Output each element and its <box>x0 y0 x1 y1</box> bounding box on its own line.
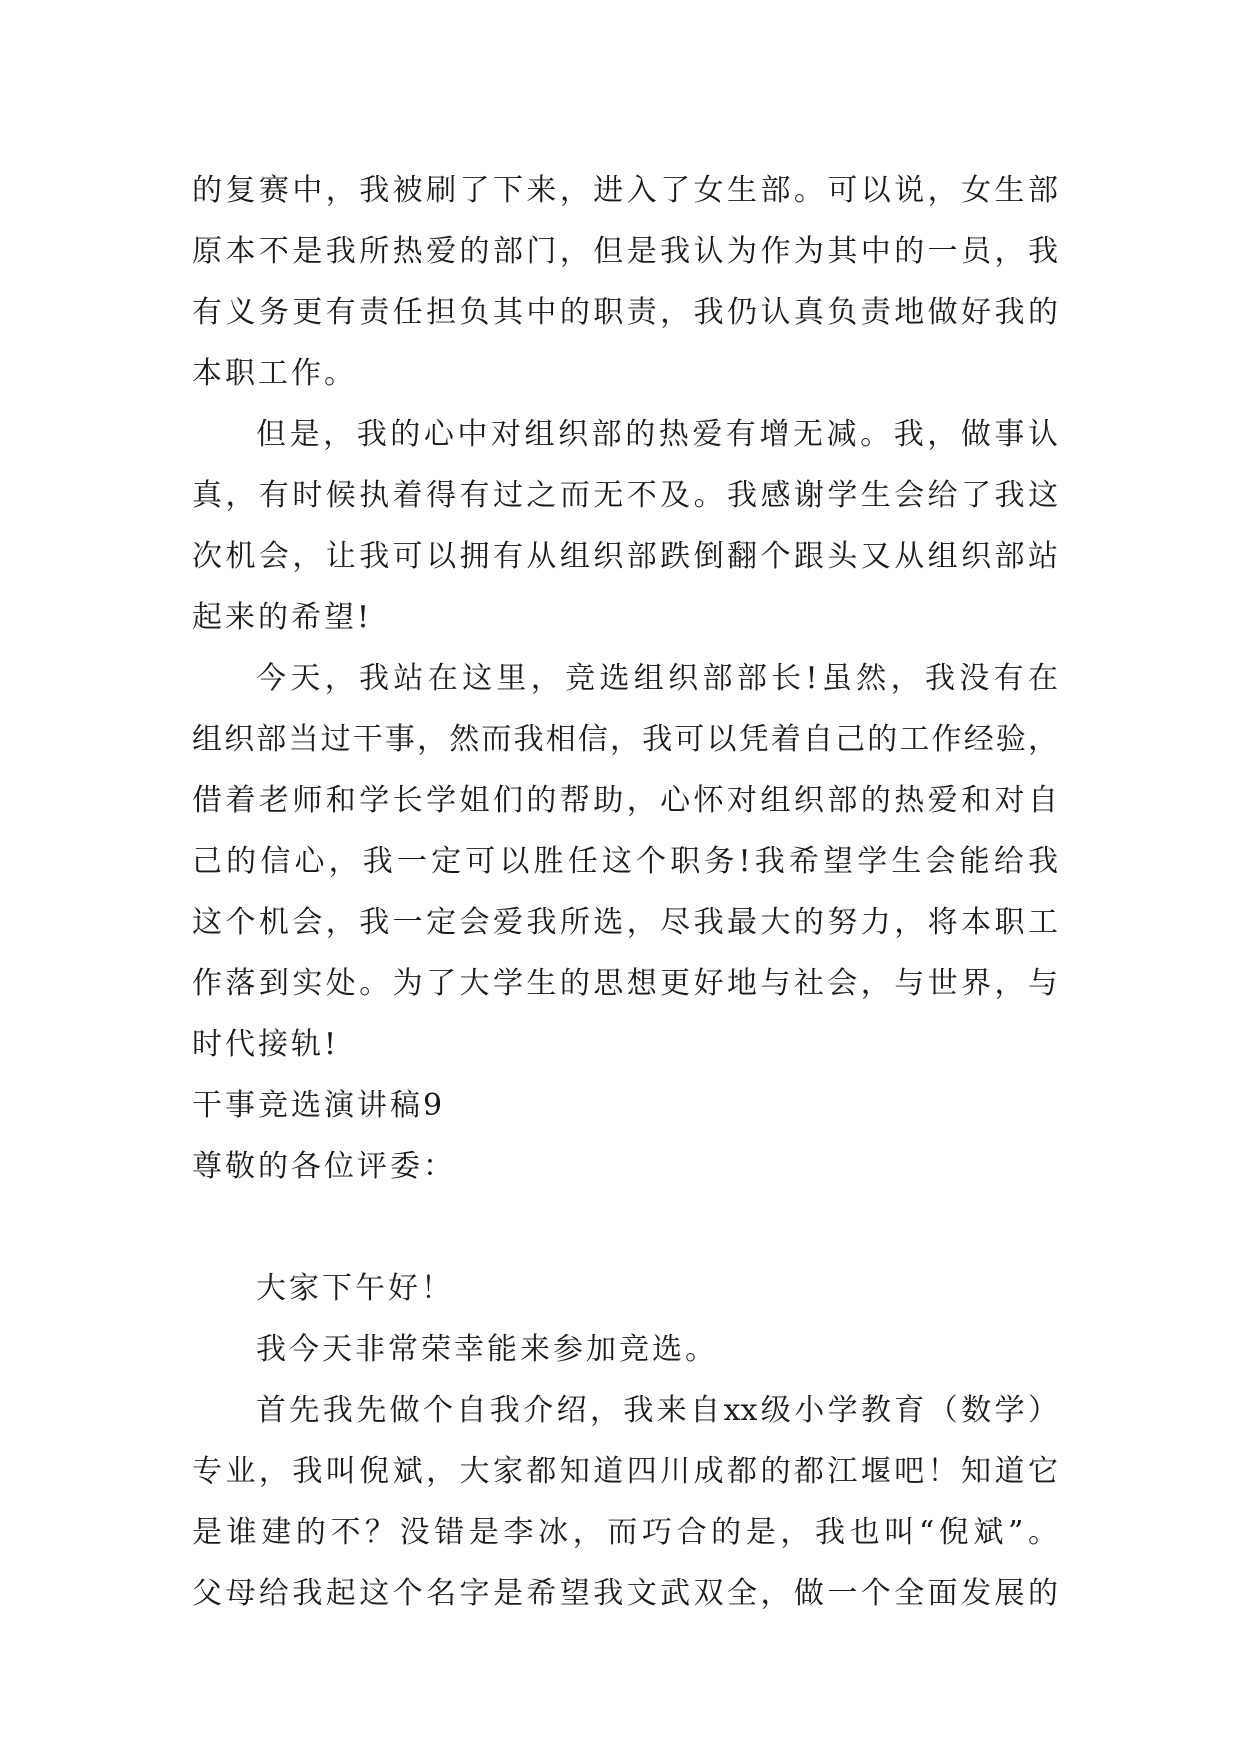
paragraph-line: 我今天非常荣幸能来参加竞选。 <box>256 1332 718 1367</box>
paragraph-line: 次机会，让我可以拥有从组织部跌倒翻个跟头又从组织部站 <box>192 539 1058 574</box>
section-title: 干事竞选演讲稿9 <box>192 1088 446 1123</box>
paragraph-line: 作落到实处。为了大学生的思想更好地与社会，与世界，与 <box>192 966 1058 1001</box>
paragraph-line: 原本不是我所热爱的部门，但是我认为作为其中的一员，我 <box>192 234 1058 269</box>
paragraph-line: 今天，我站在这里，竞选组织部部长!虽然，我没有在 <box>256 661 1058 696</box>
salutation: 尊敬的各位评委： <box>192 1149 456 1184</box>
paragraph-line: 有义务更有责任担负其中的职责，我仍认真负责地做好我的 <box>192 295 1058 330</box>
paragraph-line: 起来的希望! <box>192 600 373 635</box>
paragraph-line: 己的信心，我一定可以胜任这个职务!我希望学生会能给我 <box>192 844 1058 879</box>
paragraph-line: 的复赛中，我被刷了下来，进入了女生部。可以说，女生部 <box>192 173 1058 208</box>
paragraph-line: 但是，我的心中对组织部的热爱有增无减。我，做事认 <box>256 417 1058 452</box>
paragraph-line: 这个机会，我一定会爱我所选，尽我最大的努力，将本职工 <box>192 905 1058 940</box>
paragraph-line: 是谁建的不？没错是李冰，而巧合的是，我也叫“倪斌”。 <box>192 1515 1058 1550</box>
paragraph-line: 本职工作。 <box>192 356 357 391</box>
blank-line <box>192 1197 1058 1258</box>
paragraph-line: 时代接轨! <box>192 1027 340 1062</box>
paragraph-line: 父母给我起这个名字是希望我文武双全，做一个全面发展的 <box>192 1576 1058 1611</box>
paragraph-line: 专业，我叫倪斌，大家都知道四川成都的都江堰吧！知道它 <box>192 1454 1058 1489</box>
greeting-line: 大家下午好！ <box>256 1271 454 1306</box>
paragraph-line: 借着老师和学长学姐们的帮助，心怀对组织部的热爱和对自 <box>192 783 1058 818</box>
paragraph-line: 组织部当过干事，然而我相信，我可以凭着自己的工作经验， <box>192 722 1058 757</box>
document-body <box>192 160 1058 1624</box>
paragraph-line: 首先我先做个自我介绍，我来自xx级小学教育（数学） <box>256 1393 1058 1428</box>
paragraph-line: 真，有时候执着得有过之而无不及。我感谢学生会给了我这 <box>192 478 1058 513</box>
